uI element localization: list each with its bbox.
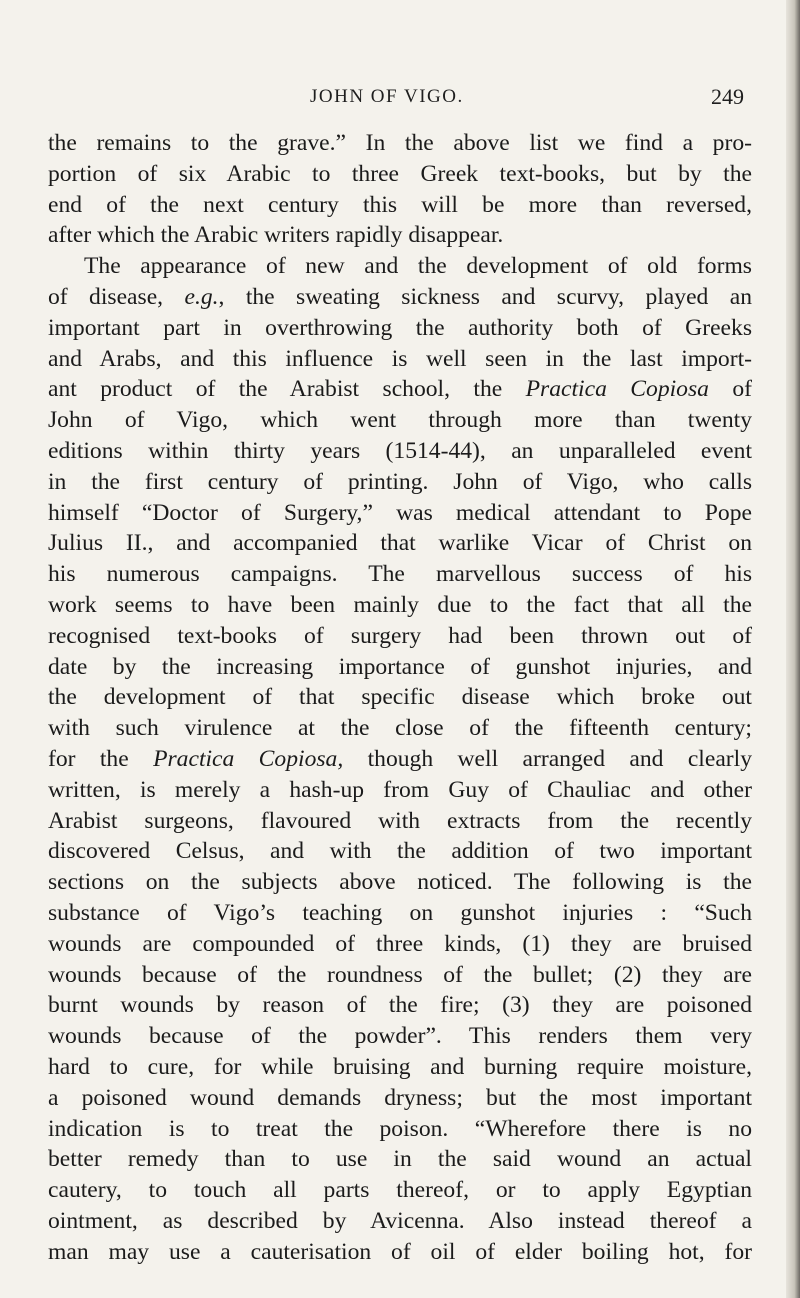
italic-text: Practica Copiosa [525,376,709,403]
text-run: though well arranged and clearly [343,745,753,772]
page-edge-shadow [786,0,800,1298]
running-head: JOHN OF VIGO. [310,86,464,107]
text-run: for the [48,745,154,772]
text-run: wounds are compounded of three kinds, (1) they are bruised [48,930,752,957]
text-line [48,806,752,837]
text-line [48,282,752,313]
text-line [48,467,752,498]
text-run: of disease, [48,283,185,310]
text-run: of [708,376,753,403]
text-line [48,1237,752,1268]
text-run: editions within thirty years (1514-44), an unparalleled event [48,437,752,464]
text-run: better remedy than to use in the said wound an actual [48,1146,752,1173]
text-run: with such virulence at the close of the fifteenth century; [48,715,752,742]
text-line [48,220,752,251]
text-line [48,744,752,775]
text-run: himself “Doctor of Surgery,” was medical attendant to Pope [48,499,752,526]
text-line [48,1175,752,1206]
text-line [48,251,752,282]
text-run: substance of Vigo’s teaching on gunshot injuries : “Such [48,899,752,926]
text-run: and Arabs, and this influence is well seen in the last import- [48,345,752,372]
text-run: a poisoned wound demands dryness; but the most important [48,1084,752,1111]
text-line [48,960,752,991]
text-line [48,128,752,159]
page-header [48,84,750,114]
text-line [48,1021,752,1052]
text-run: cautery, to touch all parts thereof, or to apply Egyptian [48,1177,752,1204]
text-run: the development of that specific disease which broke out [48,684,752,711]
text-run: end of the next century this will be more than reversed, [48,191,752,218]
text-run: discovered Celsus, and with the addition of two important [48,838,752,865]
text-line [48,528,752,559]
text-line [48,590,752,621]
text-run: The appearance of new and the development of old forms [84,253,752,280]
text-line [48,652,752,683]
text-run: recognised text-books of surgery had been thrown out of [48,622,752,649]
text-line [48,990,752,1021]
text-run: portion of six Arabic to three Greek text-books, but by the [48,160,752,187]
text-line [48,313,752,344]
text-line [48,898,752,929]
text-line [48,190,752,221]
text-run: important part in overthrowing the authority both of Greeks [48,314,752,341]
text-line [48,436,752,467]
text-run: work seems to have been mainly due to the fact that all the [48,591,752,618]
text-run: ant product of the Arabist school, the [48,376,526,403]
text-line [48,1144,752,1175]
text-line [48,867,752,898]
text-run: Julius II., and accompanied that warlike Vicar of Christ on [48,530,752,557]
text-line [48,559,752,590]
text-run: John of Vigo, which went through more than twenty [48,407,752,434]
text-line [48,1083,752,1114]
text-run: ointment, as described by Avicenna. Also instead thereof a [48,1207,752,1234]
text-line [48,1206,752,1237]
page-number: 249 [711,84,744,109]
text-run: burnt wounds by reason of the fire; (3) they are poisoned [48,992,752,1019]
text-run: in the first century of printing. John of Vigo, who calls [48,468,752,495]
text-run: , the sweating sickness and scurvy, played an [218,283,752,310]
text-line [48,1114,752,1145]
text-run: wounds because of the roundness of the bullet; (2) they are [48,961,752,988]
text-line [48,836,752,867]
text-line [48,1052,752,1083]
text-run: sections on the subjects above noticed. The following is the [48,869,752,896]
body-text [48,128,752,1267]
text-run: hard to cure, for while bruising and burning require moisture, [48,1053,752,1080]
text-line [48,713,752,744]
text-run: Arabist surgeons, flavoured with extracts from the recently [48,807,752,834]
text-run: indication is to treat the poison. “Wherefore there is no [48,1115,752,1142]
text-line [48,159,752,190]
text-run: written, is merely a hash-up from Guy of Chauliac and other [48,776,752,803]
text-run: man may use a cauterisation of oil of elder boiling hot, for [48,1238,752,1265]
text-run: date by the increasing importance of gunshot injuries, and [48,653,752,680]
text-run: after which the Arabic writers rapidly disappear. [48,222,504,249]
text-line [48,405,752,436]
text-run: wounds because of the powder”. This renders them very [48,1023,752,1050]
text-line [48,929,752,960]
text-line [48,621,752,652]
text-line [48,344,752,375]
text-line [48,374,752,405]
text-line [48,775,752,806]
text-line [48,498,752,529]
text-line [48,682,752,713]
text-run: his numerous campaigns. The marvellous success of his [48,561,752,588]
italic-text: e.g. [184,283,219,310]
italic-text: Practica Copiosa, [153,745,344,772]
text-run: the remains to the grave.” In the above list we find a pro- [48,130,752,156]
